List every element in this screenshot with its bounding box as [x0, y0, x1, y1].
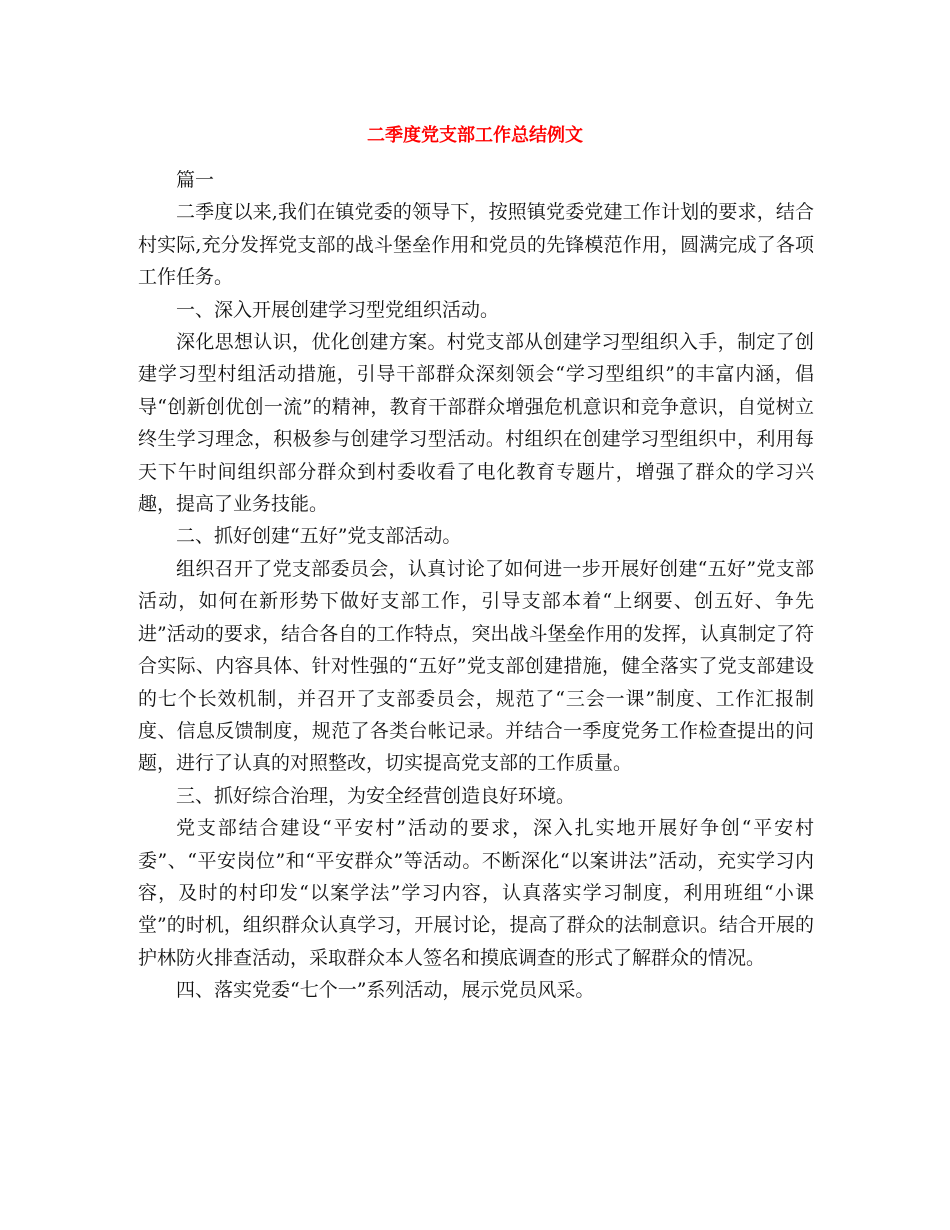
- section-heading-3: 三、抓好综合治理，为安全经营创造良好环境。: [176, 784, 576, 807]
- document-title: 二季度党支部工作总结例文: [367, 125, 583, 146]
- paragraph-intro: 二季度以来,我们在镇党委的领导下，按照镇党委党建工作计划的要求，结合村实际,充分发挥党支部的战斗堡垒作用和党员的先锋模范作用，圆满完成了各项工作任务。: [138, 201, 814, 289]
- section-heading-4: 四、落实党委“七个一”系列活动，展示党员风采。: [176, 979, 595, 1002]
- paragraph-section-2: 组织召开了党支部委员会，认真讨论了如何进一步开展好创建“五好”党支部活动，如何在新形势下做好支部工作，引导支部本着“上纲要、创五好、争先进”活动的要求，结合各自的工作特点，突出战斗堡垒作用的发挥，认真制定了符合实际、内容具体、针对性强的“五好”党支部创建措施，健全落实了党支部建设的七个长效机制，并召开了支部委员会，规范了“三会一课”制度、工作汇报制度、信息反馈制度，规范了各类台帐记录。并结合一季度党务工作检查提出的问题，进行了认真的对照整改，切实提高党支部的工作质量。: [138, 557, 814, 775]
- paragraph-section-3: 党支部结合建设“平安村”活动的要求，深入扎实地开展好争创“平安村委”、“平安岗位”和“平安群众”等活动。不断深化“以案讲法”活动，充实学习内容，及时的村印发“以案学法”学习内容，认真落实学习制度，利用班组“小课堂”的时机，组织群众认真学习，开展讨论，提高了群众的法制意识。结合开展的护林防火排查活动，采取群众本人签名和摸底调查的形式了解群众的情况。: [138, 817, 814, 969]
- document-body: [138, 164, 814, 1007]
- paragraph-label: 篇一: [176, 169, 215, 191]
- section-heading-2: 二、抓好创建“五好”党支部活动。: [176, 525, 462, 548]
- section-heading-1: 一、深入开展创建学习型党组织活动。: [176, 298, 500, 321]
- paragraph-section-1: 深化思想认识，优化创建方案。村党支部从创建学习型组织入手，制定了创建学习型村组活动措施，引导干部群众深刻领会“学习型组织”的丰富内涵，倡导“创新创优创一流”的精神，教育干部群众增强危机意识和竞争意识，自觉树立终生学习理念，积极参与创建学习型活动。村组织在创建学习型组织中，利用每天下午时间组织部分群众到村委收看了电化教育专题片，增强了群众的学习兴趣，提高了业务技能。: [138, 331, 814, 516]
